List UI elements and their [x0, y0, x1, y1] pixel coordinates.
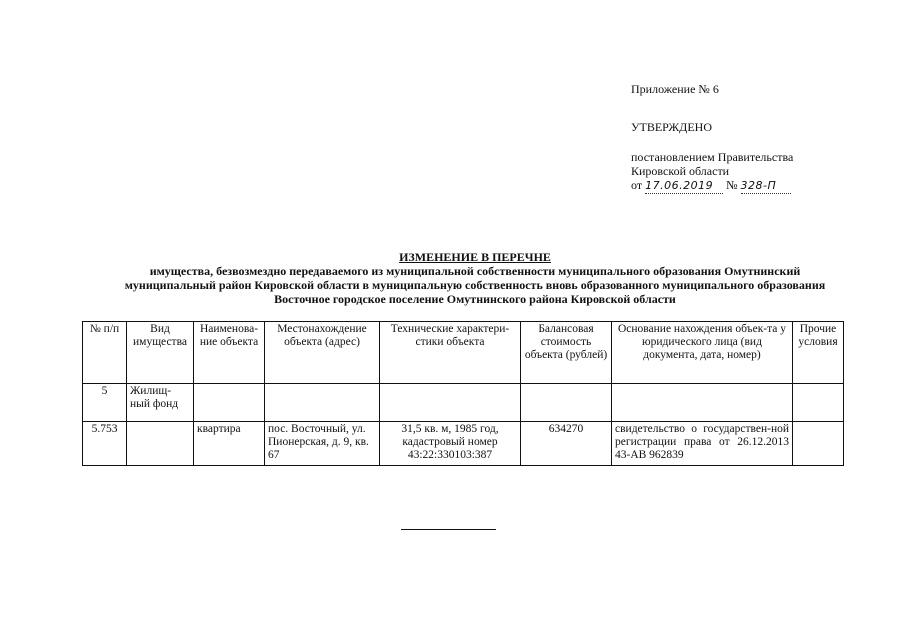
- appendix-label: Приложение № 6: [631, 82, 719, 96]
- title-line-1: имущества, безвозмездно передаваемого из муниципальной собственности муниципального образования Омутнинский: [149, 264, 801, 278]
- header-name: Наименова-ние объекта: [194, 322, 265, 384]
- header-type: Вид имущества: [127, 322, 194, 384]
- cell-tech: 31,5 кв. м, 1985 год, кадастровый номер 43:22:330103:387: [380, 422, 521, 466]
- title-line-3: Восточное городское поселение Омутнинского района Кировской области: [274, 292, 676, 306]
- header-value: Балансовая стоимость объекта (рублей): [521, 322, 612, 384]
- header-other: Прочие условия: [793, 322, 844, 384]
- header-address: Местонахождение объекта (адрес): [265, 322, 380, 384]
- table-header-row: [83, 322, 844, 384]
- cell-tech: [380, 384, 521, 422]
- approved-stamp-text: УТВЕРЖДЕНО: [631, 120, 713, 134]
- cell-address: пос. Восточный, ул. Пионерская, д. 9, кв. 67: [265, 422, 380, 466]
- header-tech: Технические характери-стики объекта: [380, 322, 521, 384]
- cell-name: квартира: [194, 422, 265, 466]
- resolution-line-1: постановлением Правительства: [631, 150, 794, 164]
- resolution-block: [631, 150, 831, 194]
- cell-name: [194, 384, 265, 422]
- header-basis: Основание нахождения объек-та у юридического лица (вид документа, дата, номер): [612, 322, 793, 384]
- document-title: ИЗМЕНЕНИЕ В ПЕРЕЧНЕ: [399, 250, 551, 264]
- cell-basis: [612, 384, 793, 422]
- resolution-number: 328-П: [741, 179, 791, 194]
- cell-other: [793, 384, 844, 422]
- table-row: [83, 422, 844, 466]
- cell-type: Жилищ-ный фонд: [127, 384, 194, 422]
- date-prefix: от: [631, 178, 643, 192]
- cell-type: [127, 422, 194, 466]
- cell-num: 5.753: [83, 422, 127, 466]
- table-row: [83, 384, 844, 422]
- cell-value: [521, 384, 612, 422]
- cell-address: [265, 384, 380, 422]
- document-title-block: [80, 250, 870, 306]
- number-prefix: №: [726, 178, 738, 192]
- property-table: [82, 321, 844, 466]
- closing-rule: [401, 529, 496, 530]
- title-line-2: муниципальный район Кировской области в муниципальную собственность вновь образованного муниципального образования: [124, 278, 826, 292]
- cell-other: [793, 422, 844, 466]
- cell-basis: свидетельство о государствен-ной регистрации права от 26.12.2013 43-АВ 962839: [612, 422, 793, 466]
- header-num: № п/п: [83, 322, 127, 384]
- resolution-line-2: Кировской области: [631, 164, 730, 178]
- cell-num: 5: [83, 384, 127, 422]
- resolution-date: 17.06.2019: [645, 179, 723, 194]
- cell-value: 634270: [521, 422, 612, 466]
- resolution-date-line: [631, 178, 831, 194]
